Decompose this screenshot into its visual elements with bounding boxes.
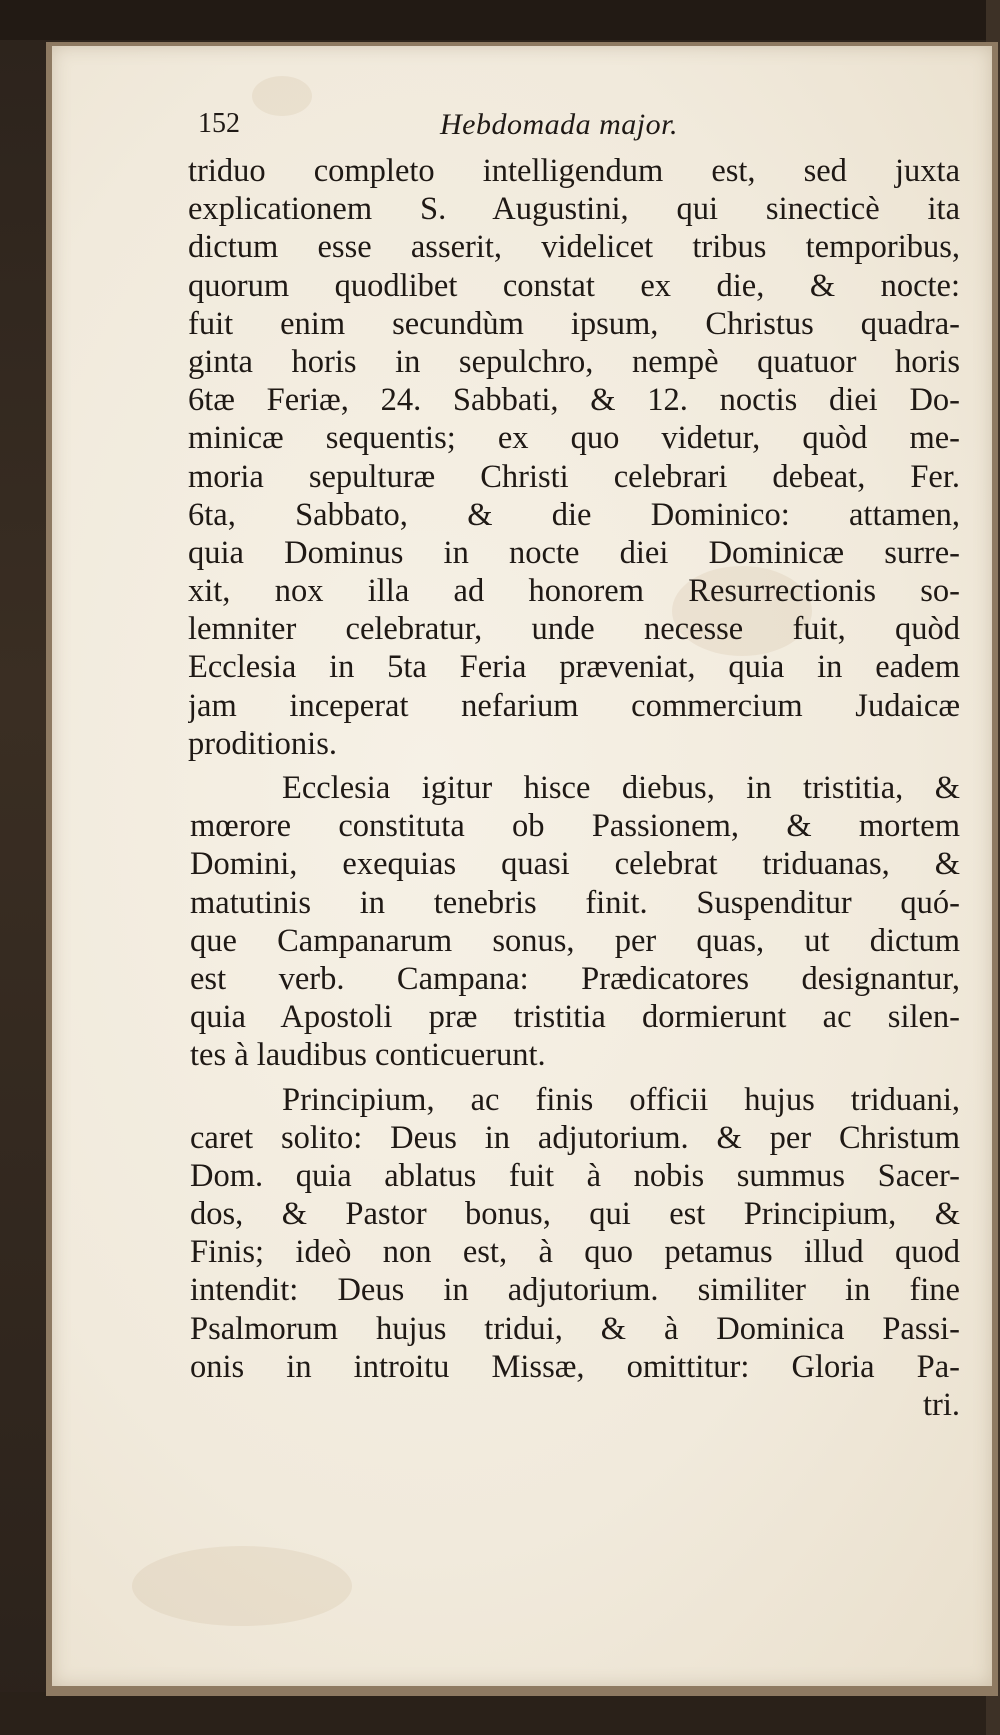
text-line: proditionis. bbox=[188, 725, 337, 762]
text-line: 6tæ Feriæ, 24. Sabbati, & 12. noctis diei Do- bbox=[188, 382, 960, 419]
text-line: dos, & Pastor bonus, qui est Principium, & bbox=[190, 1196, 960, 1233]
text-line: minicæ sequentis; ex quo videtur, quòd me- bbox=[188, 420, 960, 457]
text-line: moria sepulturæ Christi celebrari debeat, Fer. bbox=[188, 458, 960, 495]
text-line: quia Apostoli præ tristitia dormierunt ac silen- bbox=[190, 999, 960, 1036]
text-line: triduo completo intelligendum est, sed juxta bbox=[188, 153, 960, 189]
text-line: est verb. Campana: Prædicatores designantur, bbox=[190, 960, 960, 997]
text-line: quorum quodlibet constat ex die, & nocte: bbox=[188, 267, 960, 304]
scan-top-edge bbox=[0, 0, 1000, 40]
text-line: explicationem S. Augustini, qui sinecticè ita bbox=[188, 191, 960, 228]
text-line: mœrore constituta ob Passionem, & mortem bbox=[190, 808, 960, 845]
text-line: xit, nox illa ad honorem Resurrectionis so- bbox=[188, 573, 960, 610]
text-line: que Campanarum sonus, per quas, ut dictum bbox=[190, 922, 960, 959]
text-line: ginta horis in sepulchro, nempè quatuor horis bbox=[188, 343, 960, 380]
text-line: intendit: Deus in adjutorium. similiter in fine bbox=[190, 1272, 960, 1309]
paragraph-2 bbox=[190, 769, 960, 1075]
text-line: Domini, exequias quasi celebrat triduanas, & bbox=[190, 846, 960, 883]
running-head-title: Hebdomada major. bbox=[440, 108, 678, 141]
text-line: dictum esse asserit, videlicet tribus temporibus, bbox=[188, 229, 960, 266]
text-line: matutinis in tenebris finit. Suspenditur quó- bbox=[190, 884, 960, 921]
page-text bbox=[190, 108, 960, 1424]
text-line: Ecclesia igitur hisce diebus, in tristitia, & bbox=[282, 770, 960, 806]
page-number: 152 bbox=[198, 108, 240, 139]
text-line: 6ta, Sabbato, & die Dominico: attamen, bbox=[188, 496, 960, 533]
text-line: Ecclesia in 5ta Feria præveniat, quia in eadem bbox=[188, 649, 960, 686]
text-line: jam inceperat nefarium commercium Judaicæ bbox=[188, 687, 960, 724]
paragraph-3 bbox=[190, 1081, 960, 1425]
paragraph-1 bbox=[188, 152, 960, 763]
text-line: Finis; ideò non est, à quo petamus illud quod bbox=[190, 1234, 960, 1271]
text-line: Psalmorum hujus tridui, & à Dominica Passi- bbox=[190, 1310, 960, 1347]
text-line: onis in introitu Missæ, omittitur: Gloria Pa- bbox=[190, 1348, 960, 1385]
text-line: caret solito: Deus in adjutorium. & per Christum bbox=[190, 1119, 960, 1156]
text-line: tes à laudibus conticuerunt. bbox=[190, 1037, 546, 1074]
scan-bottom-edge bbox=[0, 1692, 1000, 1735]
text-line: quia Dominus in nocte diei Dominicæ surre- bbox=[188, 534, 960, 571]
text-line: Principium, ac finis officii hujus triduani, bbox=[282, 1081, 960, 1118]
text-line: tri. bbox=[922, 1387, 960, 1423]
text-line: fuit enim secundùm ipsum, Christus quadra- bbox=[188, 305, 960, 342]
text-line: Dom. quia ablatus fuit à nobis summus Sacer- bbox=[190, 1157, 960, 1194]
paper-stain bbox=[132, 1546, 352, 1626]
text-line: lemniter celebratur, unde necesse fuit, quòd bbox=[188, 611, 960, 648]
running-head bbox=[190, 108, 960, 152]
